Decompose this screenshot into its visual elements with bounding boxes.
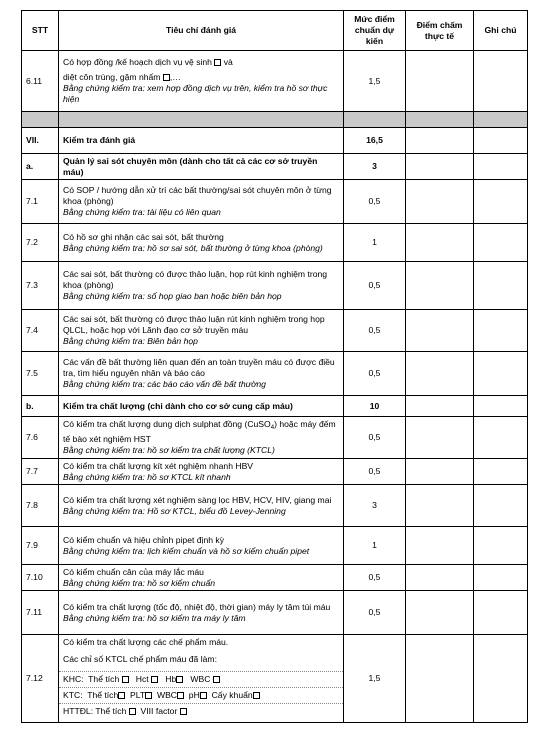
- criteria-text: Các sai sót, bất thường có được thảo luận, họp rút kinh nghiệm trong khoa (phòng): [63, 269, 328, 290]
- table-row: [22, 180, 528, 224]
- row-stt: 7.11: [22, 591, 59, 635]
- row-note[interactable]: [474, 154, 528, 180]
- header-stt: STT: [22, 11, 59, 51]
- row-note[interactable]: [474, 459, 528, 485]
- criteria-text: Có SOP / hướng dẫn xử trí các bất thường/sai sót chuyên môn ở từng khoa (phòng): [63, 185, 332, 206]
- checkbox-icon[interactable]: [200, 692, 207, 699]
- row-note[interactable]: [474, 262, 528, 310]
- row-note[interactable]: [474, 485, 528, 527]
- row-actual-score[interactable]: [406, 262, 474, 310]
- checkbox-icon[interactable]: [118, 692, 125, 699]
- row-stt: 7.9: [22, 527, 59, 565]
- criteria-text: và: [223, 57, 233, 67]
- separator-row: [22, 112, 528, 128]
- row-actual-score[interactable]: [406, 180, 474, 224]
- criteria-text: Có kiểm tra chất lượng kít xét nghiệm nhanh HBV: [63, 460, 254, 471]
- row-criteria: [59, 565, 344, 591]
- checkbox-icon[interactable]: [122, 676, 129, 683]
- row-stt: b.: [22, 396, 59, 417]
- row-standard-score: 0,5: [344, 352, 406, 396]
- row-criteria: [59, 262, 344, 310]
- criteria-text: Có kiểm tra chất lượng các chế phẩm máu.: [63, 637, 229, 647]
- subsection-title: Quản lý sai sót chuyên môn (dành cho tất cả các cơ sở truyền máu): [59, 154, 344, 180]
- row-actual-score[interactable]: [406, 128, 474, 154]
- row-stt: 7.3: [22, 262, 59, 310]
- row-note[interactable]: [474, 635, 528, 723]
- row-criteria: [59, 310, 344, 352]
- header-actual-score: Điểm chấm thực tế: [406, 11, 474, 51]
- criteria-text: Các sai sót, bất thường có được thảo luận rút kinh nghiệm trong họp QLCL, hoặc họp với Lãnh đạo cơ sở truyền máu: [63, 314, 325, 335]
- row-actual-score[interactable]: [406, 417, 474, 459]
- checkbox-icon[interactable]: [163, 74, 170, 81]
- criteria-text: Có kiểm chuẩn và hiệu chỉnh pipet định kỳ: [63, 534, 224, 545]
- checkbox-icon[interactable]: [253, 692, 260, 699]
- row-standard-score: 0,5: [344, 310, 406, 352]
- row-stt: 7.8: [22, 485, 59, 527]
- row-actual-score[interactable]: [406, 352, 474, 396]
- ktc-indicators: KTC: Thể tích PLT WBC pH Cấy khuẩn: [59, 687, 343, 703]
- row-actual-score[interactable]: [406, 396, 474, 417]
- evidence-text: Bằng chứng kiểm tra: tài liệu có liên quan: [63, 207, 221, 217]
- row-standard-score: 1: [344, 224, 406, 262]
- checkbox-icon[interactable]: [176, 676, 183, 683]
- row-note[interactable]: [474, 417, 528, 459]
- checkbox-icon[interactable]: [180, 708, 187, 715]
- header-criteria: Tiêu chí đánh giá: [59, 11, 344, 51]
- row-note[interactable]: [474, 527, 528, 565]
- checkbox-icon[interactable]: [151, 676, 158, 683]
- subsection-title: Kiểm tra chất lượng (chỉ dành cho cơ sở cung cấp máu): [59, 396, 344, 417]
- table-header-row: [22, 11, 528, 51]
- criteria-text: Có kiểm tra chất lượng (tốc độ, nhiệt độ, thời gian) máy ly tâm túi máu: [63, 601, 331, 612]
- table-row: [22, 459, 528, 485]
- row-actual-score[interactable]: [406, 459, 474, 485]
- row-criteria: [59, 485, 344, 527]
- htt-indicators: HTTĐL: Thể tích VIII factor: [59, 703, 343, 719]
- evidence-text: Bằng chứng kiểm tra: lịch kiểm chuẩn và hồ sơ kiểm chuẩn pipet: [63, 545, 310, 556]
- row-note[interactable]: [474, 591, 528, 635]
- row-note[interactable]: [474, 565, 528, 591]
- section-row: [22, 128, 528, 154]
- table-row: [22, 565, 528, 591]
- table-row: [22, 485, 528, 527]
- row-stt: 7.1: [22, 180, 59, 224]
- evidence-text: Bằng chứng kiểm tra: hồ sơ sai sót, bất thường ở từng khoa (phòng): [63, 242, 323, 253]
- row-note[interactable]: [474, 396, 528, 417]
- row-note[interactable]: [474, 310, 528, 352]
- criteria-text: diệt côn trùng, gặm nhấm: [63, 72, 161, 82]
- row-standard-score: 0,5: [344, 459, 406, 485]
- row-stt: a.: [22, 154, 59, 180]
- row-actual-score[interactable]: [406, 635, 474, 723]
- evidence-text: Bằng chứng kiểm tra: xem hợp đồng dịch vụ trên, kiểm tra hồ sơ thực hiện: [63, 83, 328, 104]
- criteria-text: Có hồ sơ ghi nhận các sai sót, bất thường: [63, 231, 224, 242]
- row-stt: 7.2: [22, 224, 59, 262]
- checkbox-icon[interactable]: [177, 692, 184, 699]
- evidence-text: Bằng chứng kiểm tra: hồ sơ KTCL kít nhanh: [63, 471, 231, 482]
- row-note[interactable]: [474, 128, 528, 154]
- row-stt: VII.: [22, 128, 59, 154]
- checkbox-icon[interactable]: [145, 692, 152, 699]
- evidence-text: Bằng chứng kiểm tra: hồ sơ kiểm tra chất lượng (KTCL): [63, 445, 275, 455]
- table-row: [22, 527, 528, 565]
- checkbox-icon[interactable]: [213, 676, 220, 683]
- row-stt: 7.5: [22, 352, 59, 396]
- table-row: [22, 224, 528, 262]
- header-note: Ghi chú: [474, 11, 528, 51]
- evidence-text: Bằng chứng kiểm tra: hồ sơ kiểm chuẩn: [63, 577, 216, 588]
- row-standard-score: 0,5: [344, 565, 406, 591]
- row-actual-score[interactable]: [406, 527, 474, 565]
- criteria-text: Có hợp đồng /kế hoạch dịch vụ vệ sinh: [63, 57, 212, 67]
- checkbox-icon[interactable]: [214, 59, 221, 66]
- criteria-text: Các chỉ số KTCL chế phẩm máu đã làm:: [63, 654, 217, 664]
- table-row: [22, 262, 528, 310]
- row-standard-score: 1,5: [344, 635, 406, 723]
- criteria-text: Có kiểm chuẩn cân của máy lắc máu: [63, 566, 204, 577]
- row-standard-score: 0,5: [344, 262, 406, 310]
- criteria-text: Có kiểm tra chất lượng xét nghiệm sàng lọc HBV, HCV, HIV, giang mai: [63, 494, 332, 505]
- table-row: [22, 635, 528, 723]
- evaluation-table: [21, 10, 528, 723]
- row-stt: 7.12: [22, 635, 59, 723]
- table-row: [22, 310, 528, 352]
- table-row: [22, 352, 528, 396]
- row-standard-score: 3: [344, 154, 406, 180]
- row-note[interactable]: [474, 180, 528, 224]
- row-actual-score[interactable]: [406, 310, 474, 352]
- evidence-text: Bằng chứng kiểm tra: sổ họp giao ban hoặc biên bản họp: [63, 291, 282, 301]
- evidence-text: Bằng chứng kiểm tra: Biên bản họp: [63, 336, 198, 346]
- header-standard-score: Mức điểm chuẩn dự kiến: [344, 11, 406, 51]
- row-stt: 7.10: [22, 565, 59, 591]
- evidence-text: Bằng chứng kiểm tra: hồ sơ kiểm tra máy ly tâm: [63, 612, 246, 623]
- subsection-row: [22, 396, 528, 417]
- row-standard-score: 10: [344, 396, 406, 417]
- row-note[interactable]: [474, 352, 528, 396]
- row-note[interactable]: [474, 224, 528, 262]
- row-standard-score: 0,5: [344, 417, 406, 459]
- row-standard-score: 16,5: [344, 128, 406, 154]
- table-row: [22, 591, 528, 635]
- criteria-text: ,…: [169, 72, 181, 82]
- table-row: [22, 51, 528, 112]
- subsection-row: [22, 154, 528, 180]
- row-criteria: [59, 417, 344, 459]
- row-criteria: [59, 180, 344, 224]
- criteria-text: Các vấn đề bất thường liên quan đến an toàn truyền máu có được điều tra, tìm hiểu nguyên nhân và báo cáo: [63, 357, 335, 378]
- criteria-text: Có kiểm tra chất lượng dung dịch sulphat đồng (CuSO$_4$) hoặc máy đếm tế bào xét nghiệm HST: [63, 419, 336, 444]
- row-stt: 7.6: [22, 417, 59, 459]
- row-stt: 7.7: [22, 459, 59, 485]
- row-standard-score: 0,5: [344, 180, 406, 224]
- row-criteria: [59, 591, 344, 635]
- khc-indicators: KHC: Thể tích Hct Hb WBC: [59, 671, 343, 687]
- row-actual-score[interactable]: [406, 485, 474, 527]
- row-actual-score[interactable]: [406, 591, 474, 635]
- row-note[interactable]: [474, 51, 528, 112]
- table-row: [22, 417, 528, 459]
- checkbox-icon[interactable]: [129, 708, 136, 715]
- row-stt: 7.4: [22, 310, 59, 352]
- row-standard-score: 1,5: [344, 51, 406, 112]
- row-standard-score: 0,5: [344, 591, 406, 635]
- row-standard-score: 3: [344, 485, 406, 527]
- row-actual-score[interactable]: [406, 565, 474, 591]
- evidence-text: Bằng chứng kiểm tra: các báo cáo vấn đề bất thường: [63, 379, 266, 389]
- row-criteria: [59, 224, 344, 262]
- row-criteria: [59, 459, 344, 485]
- row-actual-score[interactable]: [406, 51, 474, 112]
- row-criteria: [59, 527, 344, 565]
- row-standard-score: 1: [344, 527, 406, 565]
- row-actual-score[interactable]: [406, 154, 474, 180]
- row-criteria: [59, 352, 344, 396]
- row-criteria: [59, 635, 344, 723]
- row-criteria: [59, 51, 344, 112]
- row-stt: 6.11: [22, 51, 59, 112]
- row-actual-score[interactable]: [406, 224, 474, 262]
- evidence-text: Bằng chứng kiểm tra: Hồ sơ KTCL, biểu đồ Levey-Jenning: [63, 505, 286, 516]
- section-title: Kiểm tra đánh giá: [59, 128, 344, 154]
